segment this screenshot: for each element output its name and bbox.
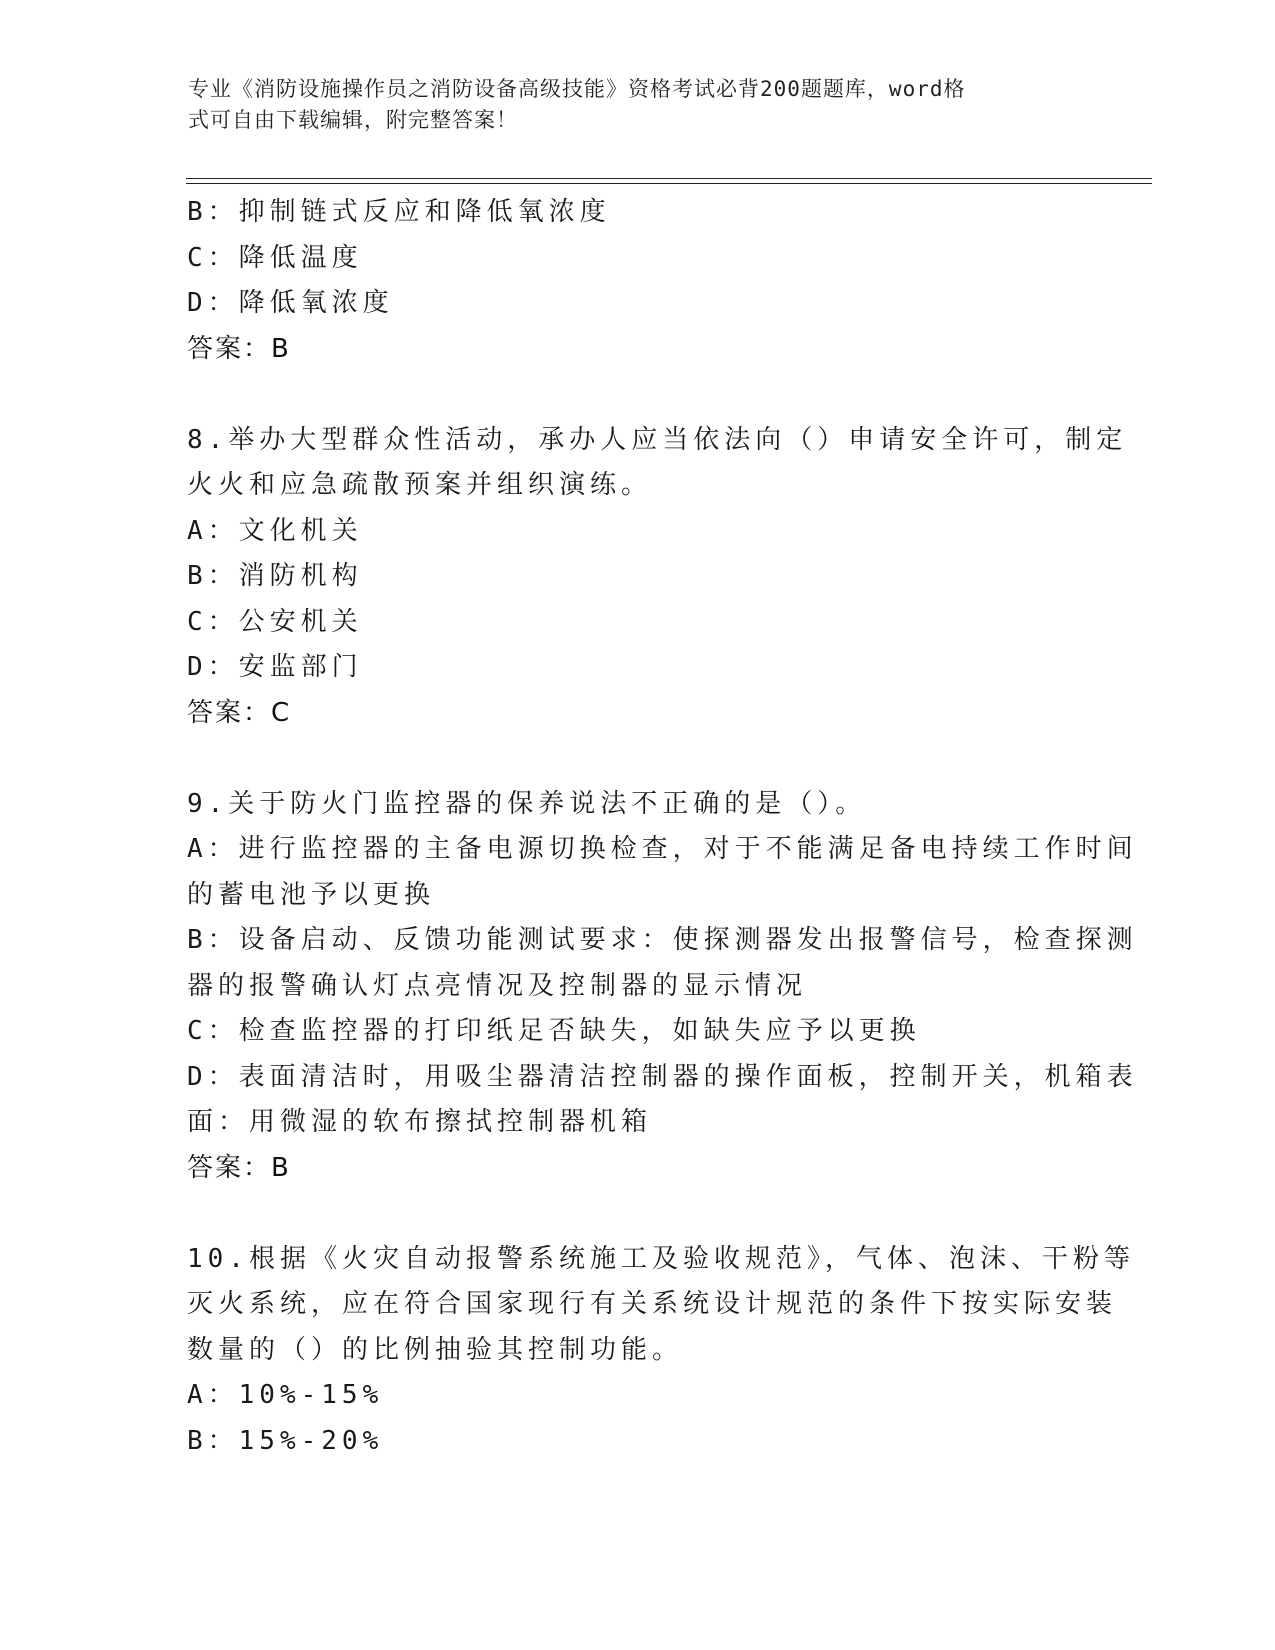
- spacer: [187, 736, 1087, 782]
- spacer: [187, 372, 1087, 418]
- header-rule-top: [186, 178, 1152, 179]
- option-d: D：安监部门: [187, 652, 363, 682]
- answer: 答案：B: [187, 333, 291, 364]
- question-10: [187, 1237, 1135, 1465]
- option-a: A：10%-15%: [187, 1380, 384, 1410]
- document-body: [187, 190, 1138, 1464]
- question-stem-line: 8.举办大型群众性活动，承办人应当依法向（）申请安全许可，制定: [187, 424, 1128, 455]
- option-a: A：进行监控器的主备电源切换检查，对于不能满足备电持续工作时间: [187, 834, 1138, 864]
- option-b: B：设备启动、反馈功能测试要求：使探测器发出报警信号，检查探测: [187, 925, 1138, 955]
- question-stem-line: 9.关于防火门监控器的保养说法不正确的是（）。: [187, 788, 867, 819]
- question-stem-line: 灭火系统，应在符合国家现行有关系统设计规范的条件下按实际安装: [187, 1289, 1118, 1319]
- answer: 答案：B: [187, 1152, 291, 1183]
- question-9: [187, 782, 1138, 1192]
- question-stem-line: 火火和应急疏散预案并组织演练。: [187, 470, 653, 500]
- option-c: C：降低温度: [187, 242, 363, 273]
- option-b: B：抑制链式反应和降低氧浓度: [187, 197, 611, 227]
- option-a: A：文化机关: [187, 515, 363, 546]
- option-d: D：表面清洁时，用吸尘器清洁控制器的操作面板，控制开关，机箱表: [187, 1061, 1138, 1092]
- option-b: B：消防机构: [187, 561, 363, 591]
- header-line-2: 式可自由下载编辑，附完整答案！: [188, 108, 518, 132]
- question-7-tail: [187, 190, 1087, 372]
- option-a-continued: 的蓄电池予以更换: [187, 879, 436, 910]
- option-d: D：降低氧浓度: [187, 288, 394, 318]
- answer: 答案：C: [187, 697, 292, 728]
- question-stem-line: 10.根据《火灾自动报警系统施工及验收规范》，气体、泡沫、干粉等: [187, 1243, 1135, 1274]
- option-b: B：15%-20%: [187, 1425, 384, 1456]
- page-header: [188, 74, 1068, 136]
- question-8: [187, 418, 1128, 737]
- question-stem-line: 数量的（）的比例抽验其控制功能。: [187, 1334, 684, 1365]
- header-line-1: 专业《消防设施操作员之消防设备高级技能》资格考试必背200题题库，word格: [188, 77, 966, 101]
- header-rule-bottom: [186, 183, 1152, 184]
- option-c: C：检查监控器的打印纸足否缺失，如缺失应予以更换: [187, 1016, 921, 1046]
- spacer: [187, 1191, 1087, 1237]
- option-d-continued: 面：用微湿的软布擦拭控制器机箱: [187, 1107, 653, 1137]
- option-b-continued: 器的报警确认灯点亮情况及控制器的显示情况: [187, 970, 808, 1001]
- option-c: C：公安机关: [187, 606, 363, 637]
